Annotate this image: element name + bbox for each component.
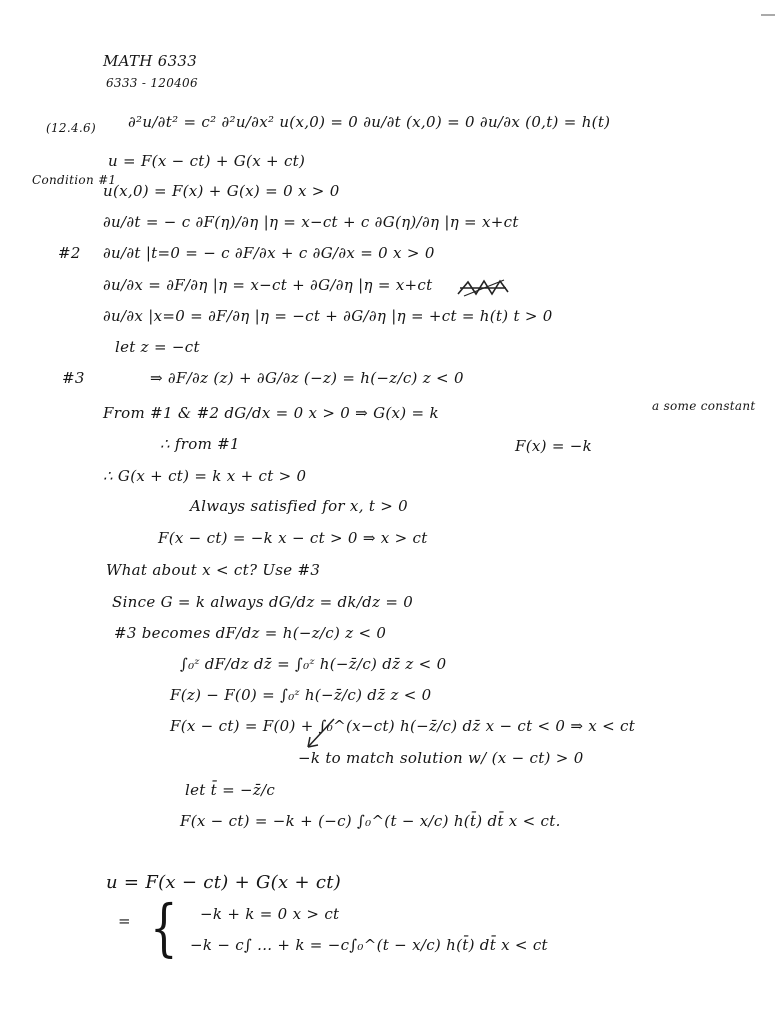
condition-2-equation: ∂u/∂t |t=0 = − c ∂F/∂x + c ∂G/∂x = 0 x > 0: [103, 244, 435, 262]
document-id: 6333 - 120406: [106, 76, 198, 90]
condition-1-label: Condition #1: [32, 173, 117, 187]
du-dx-expression: ∂u/∂x = ∂F/∂η |η = x−ct + ∂G/∂η |η = x+ct: [103, 276, 433, 294]
always-satisfied: Always satisfied for x, t > 0: [190, 497, 409, 515]
f-final-expression: F(x − ct) = −k + (−c) ∫₀^(t − x/c) h(t̄) dt̄ x < ct.: [180, 812, 561, 830]
since-g-constant: Since G = k always dG/dz = dk/dz = 0: [112, 593, 414, 611]
f-equals-minus-k: F(x) = −k: [515, 437, 593, 455]
condition-1-equation: u(x,0) = F(x) + G(x) = 0 x > 0: [103, 182, 340, 200]
u-equals-sign: =: [118, 912, 131, 930]
g-constant-derivation: From #1 & #2 dG/dx = 0 x > 0 ⇒ G(x) = k: [103, 404, 439, 422]
u-final-header: u = F(x − ct) + G(x + ct): [106, 872, 342, 893]
what-about-question: What about x < ct? Use #3: [106, 561, 321, 579]
piecewise-brace: {: [150, 891, 178, 964]
let-t-bar: let t̄ = −z̄/c: [185, 781, 276, 799]
condition-3-label: #3: [62, 369, 85, 387]
f-difference-equation: F(z) − F(0) = ∫₀ᶻ h(−z̄/c) dz̄ z < 0: [170, 686, 432, 704]
match-solution-note: −k to match solution w/ (x − ct) > 0: [298, 749, 584, 767]
f-of-x-minus-ct: F(x − ct) = −k x − ct > 0 ⇒ x > ct: [158, 529, 428, 547]
scribbled-out-text: [454, 276, 514, 300]
piecewise-case-2: −k − c∫ ... + k = −c∫₀^(t − x/c) h(t̄) dt̄ x < ct: [190, 936, 548, 954]
therefore-from-1: ∴ from #1: [160, 435, 240, 453]
du-dt-expression: ∂u/∂t = − c ∂F(η)/∂η |η = x−ct + c ∂G(η)/∂η |η = x+ct: [103, 213, 519, 231]
corner-mark: [761, 2, 775, 6]
g-of-x-plus-ct: ∴ G(x + ct) = k x + ct > 0: [103, 467, 307, 485]
condition-3-becomes: #3 becomes dF/dz = h(−z/c) z < 0: [114, 624, 387, 642]
general-solution: u = F(x − ct) + G(x + ct): [108, 152, 306, 170]
integral-equation: ∫₀ᶻ dF/dz dz̄ = ∫₀ᶻ h(−z̄/c) dz̄ z < 0: [180, 655, 447, 673]
wave-equation-line: ∂²u/∂t² = c² ∂²u/∂x² u(x,0) = 0 ∂u/∂t (x,0) = 0 ∂u/∂x (0,t) = h(t): [128, 113, 611, 131]
substitution-z: let z = −ct: [115, 338, 200, 356]
piecewise-case-1: −k + k = 0 x > ct: [200, 905, 340, 923]
problem-number: (12.4.6): [46, 121, 96, 135]
some-constant-note: a some constant: [652, 399, 756, 413]
course-title: MATH 6333: [103, 52, 198, 70]
boundary-condition-equation: ∂u/∂x |x=0 = ∂F/∂η |η = −ct + ∂G/∂η |η = +ct = h(t) t > 0: [103, 307, 553, 325]
condition-2-label: #2: [58, 244, 81, 262]
condition-3-equation: ⇒ ∂F/∂z (z) + ∂G/∂z (−z) = h(−z/c) z < 0: [150, 369, 464, 387]
f-solution-negative-region: F(x − ct) = F(0) + ∫₀^(x−ct) h(−z̄/c) dz̄ x − ct < 0 ⇒ x < ct: [170, 717, 636, 735]
